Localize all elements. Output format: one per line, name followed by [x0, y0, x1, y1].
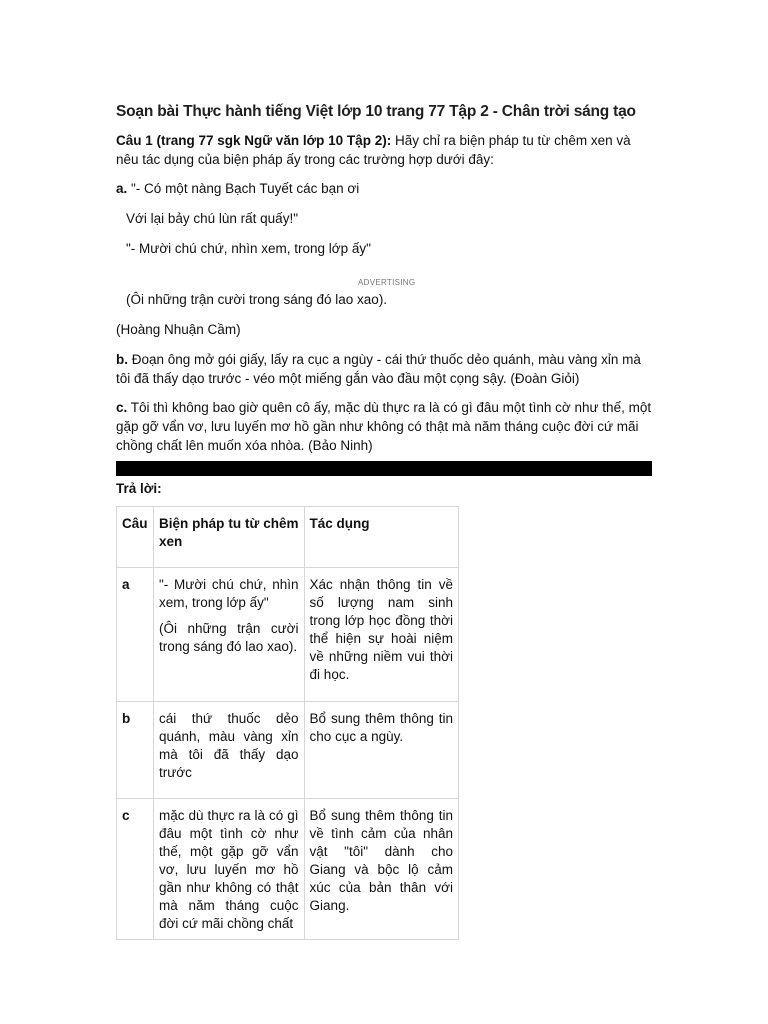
part-a-line-1	[116, 179, 652, 198]
row-c-tac-dung: Bổ sung thêm thông tin về tình cảm của nhân vật "tôi" dành cho Giang và bộc lộ cảm xúc của bản thân với Giang.	[304, 799, 458, 940]
part-a-line-4: (Ôi những trận cười trong sáng đó lao xao).	[126, 292, 388, 307]
part-b-label: b.	[116, 352, 128, 367]
row-a-bien-phap-line-1: "- Mười chú chứ, nhìn xem, trong lớp ấy"	[158, 577, 299, 610]
row-b-cau: b	[117, 702, 154, 799]
table-header-row	[117, 507, 459, 568]
part-a-line-3: "- Mười chú chứ, nhìn xem, trong lớp ấy"	[126, 241, 371, 256]
question-label: Câu 1 (trang 77 sgk Ngữ văn lớp 10 Tập 2):	[116, 133, 392, 148]
page-title: Soạn bài Thực hành tiếng Việt lớp 10 trang 77 Tập 2 - Chân trời sáng tạo	[116, 103, 636, 120]
part-b-text: Đoạn ông mở gói giấy, lấy ra cục a ngùy - cái thứ thuốc dẻo quánh, màu vàng xỉn mà tôi đã thấy dạo trước - véo một miếng gắn vào đầu một cọng sậy. (Đoàn Giỏi)	[116, 352, 641, 386]
question-paragraph	[116, 131, 652, 169]
advertising-label: ADVERTISING	[358, 278, 416, 287]
row-c-bien-phap: mặc dù thực ra là có gì đâu một tình cờ như thế, một gặp gỡ vẩn vơ, lưu luyến mơ hồ gần như không có thật mà năm tháng cuộc đời cứ mãi chồng chất	[153, 799, 304, 940]
part-c-text: Tôi thì không bao giờ quên cô ấy, mặc dù thực ra là có gì đâu một tình cờ như thế, một gặp gỡ vẩn vơ, lưu luyến mơ hồ gần như không có thật mà năm tháng cuộc đời cứ mãi chồng chất lên muốn xóa nhòa. (Bảo Ninh)	[116, 400, 652, 453]
header-bien-phap: Biện pháp tu từ chêm xen	[153, 507, 304, 568]
header-cau: Câu	[117, 507, 154, 568]
table-row	[117, 799, 459, 940]
table-row	[117, 568, 459, 702]
row-c-cau: c	[117, 799, 154, 940]
row-a-tac-dung: Xác nhận thông tin về số lượng nam sinh trong lớp học đồng thời thể hiện sự hoài niệm về những niềm vui thời đi học.	[304, 568, 458, 702]
part-c-label: c.	[116, 400, 128, 415]
header-tac-dung: Tác dụng	[304, 507, 458, 568]
black-banner	[116, 461, 652, 476]
part-a-label: a.	[116, 181, 128, 196]
part-b-paragraph	[116, 350, 652, 388]
row-a-bien-phap	[153, 568, 304, 702]
answer-table	[116, 506, 459, 940]
answer-label: Trả lời:	[116, 481, 162, 496]
row-a-cau: a	[117, 568, 154, 702]
part-c-paragraph	[116, 398, 652, 455]
question-text: Hãy chỉ ra biện pháp tu từ chêm xen và nêu tác dụng của biện pháp ấy trong các trường hợp dưới đây:	[116, 133, 631, 167]
row-b-bien-phap: cái thứ thuốc dẻo quánh, màu vàng xỉn mà tôi đã thấy dạo trước	[153, 702, 304, 799]
part-a-line-2: Với lại bảy chú lùn rất quấy!"	[126, 211, 298, 226]
table-row	[117, 702, 459, 799]
row-b-tac-dung: Bổ sung thêm thông tin cho cục a ngùy.	[304, 702, 458, 799]
part-a-source: (Hoàng Nhuận Cầm)	[116, 322, 241, 337]
part-a-line-1-text: "- Có một nàng Bạch Tuyết các bạn ơi	[127, 181, 360, 196]
row-a-bien-phap-line-2: (Ôi những trận cười trong sáng đó lao xao).	[158, 621, 299, 654]
